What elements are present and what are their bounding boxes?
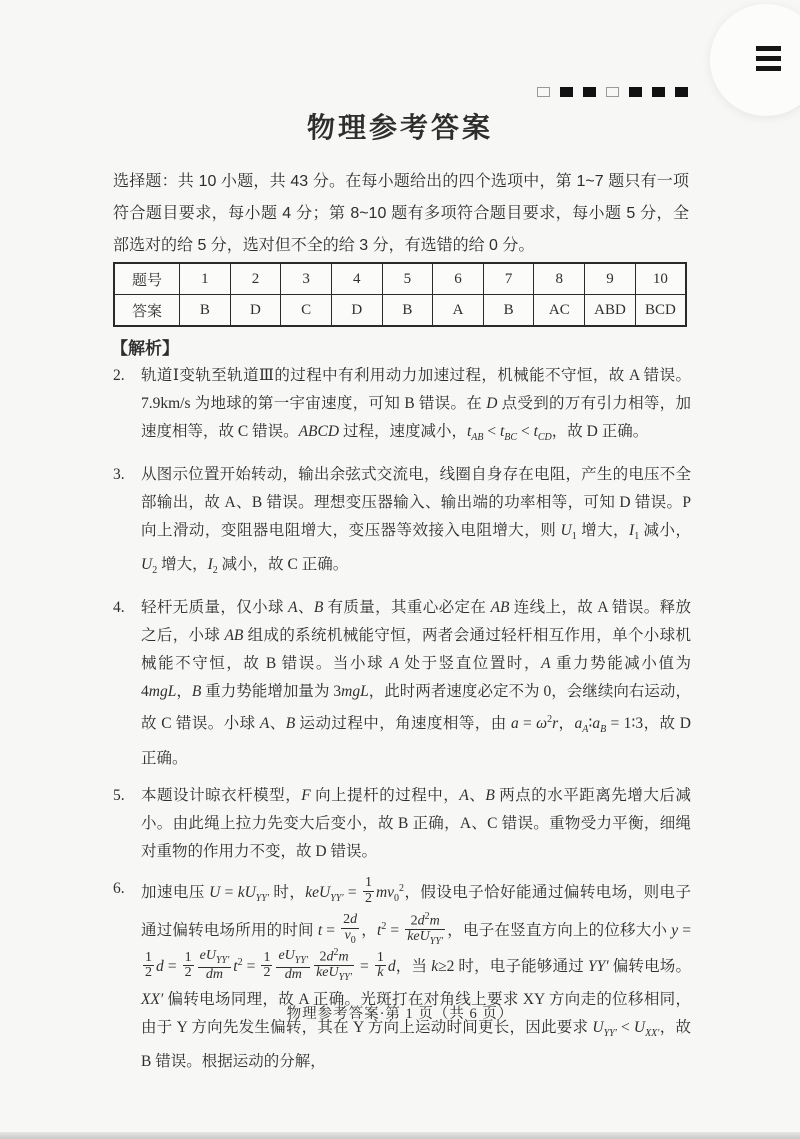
item-text: 从图示位置开始转动，输出余弦式交流电，线圈自身存在电阻，产生的电压不全部输出，故 A、B 错误。理想变压器输入、输出端的功率相等，可知 D 错误。P 向上滑动，变阻器电阻增大，变压器等效接入电阻增大，则 $U_1$ 增大，$I_1$ 减小，$U_2$ 增大，$I_2$ 减小，故 C 正确。	[141, 466, 691, 577]
question-number-cell: 10	[635, 263, 686, 295]
analysis-item-4	[113, 594, 691, 772]
answer-cell: B	[382, 295, 433, 327]
answer-table	[113, 262, 687, 327]
answer-cell: A	[433, 295, 484, 327]
answer-cell: D	[331, 295, 382, 327]
analysis-list	[113, 362, 691, 1085]
registration-mark	[652, 87, 665, 97]
item-number: 3.	[113, 466, 125, 484]
question-number-cell: 8	[534, 263, 585, 295]
item-number: 6.	[113, 879, 125, 897]
registration-mark	[560, 87, 573, 97]
page-title: 物理参考答案	[306, 113, 493, 144]
item-text: 加速电压 $U = kU_{YY'}$ 时，keU$_{YY'}$ = $\frac{1}{2}$ $mv_0^2$，假设电子恰好能通过偏转电场，则电子通过偏转电场所用的时间 t = $\frac{2d}{v_0}$ ，$t^2$ = $2d^2m$ keU$_{YY'}$ ，电子在竖直方向上的位移大小 y = $\frac{1}{2}$ d = $\frac{1}{2}$ $eU_{YY'}$ dm $t^2$ = $\frac{1}{2}$ $eU_{YY'}$ dm $2d^2m$ keU$_{YY'}$ = $\frac{1}{k}$ d，当 k≥2 时，电子能够通过 YY′ 偏转电场。XX′ 偏转电场同理，故 A 正确。光斑打在对角线上要求 XY 方向走的位移相同，由于 Y 方向先发生偏转，其在 Y 方向上运动时间更长，因此要求 $U_{YY'} < U_{XX'}$，故 B 错误。根据运动的分解，	[141, 874, 691, 1070]
hamburger-bar	[756, 56, 781, 61]
instructions-paragraph: 选择题：共 10 小题，共 43 分。在每小题给出的四个选项中，第 1~7 题只有一项符合题目要求，每小题 4 分；第 8~10 题有多项符合题目要求，每小题 5 分，全部选对的给 5 分，选对但不全的给 3 分，有选错的给 0 分。	[113, 173, 689, 254]
item-text: 本题设计晾衣杆模型，F 向上提杆的过程中，A、B 两点的水平距离先增大后减小。由此绳上拉力先变大后变小，故 B 正确，A、C 错误。重物受力平衡，细绳对重物的作用力不变，故 D 错误。	[141, 786, 691, 860]
question-number-cell: 6	[433, 263, 484, 295]
answer-cell: AC	[534, 295, 585, 327]
hamburger-icon[interactable]	[756, 46, 781, 71]
question-number-cell: 3	[281, 263, 332, 295]
answer-cell: D	[230, 295, 281, 327]
analysis-item-5	[113, 782, 691, 866]
answer-row	[114, 295, 686, 327]
analysis-item-6	[113, 875, 691, 1076]
answer-cell: BCD	[635, 295, 686, 327]
question-number-cell: 2	[230, 263, 281, 295]
item-number: 5.	[113, 786, 125, 804]
question-number-cell: 5	[382, 263, 433, 295]
question-number-cell: 7	[483, 263, 534, 295]
analysis-item-3	[113, 461, 691, 585]
answer-cell: B	[483, 295, 534, 327]
page-footer: 物理参考答案·第 1 页（共 6 页）	[286, 1006, 514, 1022]
analysis-heading: 【解析】	[111, 339, 179, 358]
registration-mark	[606, 87, 619, 97]
answer-cell: C	[281, 295, 332, 327]
row-label-answer: 答案	[114, 295, 180, 327]
item-number: 4.	[113, 599, 125, 617]
hamburger-bar	[756, 46, 781, 51]
question-number-row	[114, 263, 686, 295]
question-number-cell: 1	[180, 263, 231, 295]
registration-mark	[629, 87, 642, 97]
question-number-cell: 9	[585, 263, 636, 295]
registration-mark	[675, 87, 688, 97]
registration-marks	[537, 87, 688, 97]
floating-menu-button[interactable]	[710, 4, 800, 116]
registration-mark	[537, 87, 550, 97]
row-label-question-number: 题号	[114, 263, 180, 295]
answer-cell: B	[180, 295, 231, 327]
answer-cell: ABD	[585, 295, 636, 327]
hamburger-bar	[756, 66, 781, 71]
item-text: 轻杆无质量，仅小球 A、B 有质量，其重心必定在 AB 连线上，故 A 错误。释放之后，小球 AB 组成的系统机械能守恒，两者会通过轻杆相互作用，单个小球机械能不守恒，故 B 错误。当小球 A 处于竖直位置时，A 重力势能减小值为 4mgL，B 重力势能增加量为 3mgL，此时两者速度必定不为 0，会继续向右运动，故 C 错误。小球 A、B 运动过程中，角速度相等，由 $a = \omega^2r$，$a_A∶a_B$ = 1∶3，故 D 正确。	[141, 599, 691, 767]
item-text: 轨道Ⅰ变轨至轨道Ⅲ的过程中有利用动力加速过程，机械能不守恒，故 A 错误。7.9km/s 为地球的第一宇宙速度，可知 B 错误。在 D 点受到的万有引力相等，加速度相等，故 C 错误。ABCD 过程，速度减小，$t_{AB} < t_{BC} < t_{CD}$，故 D 正确。	[141, 367, 691, 444]
scan-bottom-edge	[0, 1132, 800, 1139]
question-number-cell: 4	[331, 263, 382, 295]
analysis-item-2	[113, 362, 691, 452]
item-number: 2.	[113, 367, 125, 384]
registration-mark	[583, 87, 596, 97]
